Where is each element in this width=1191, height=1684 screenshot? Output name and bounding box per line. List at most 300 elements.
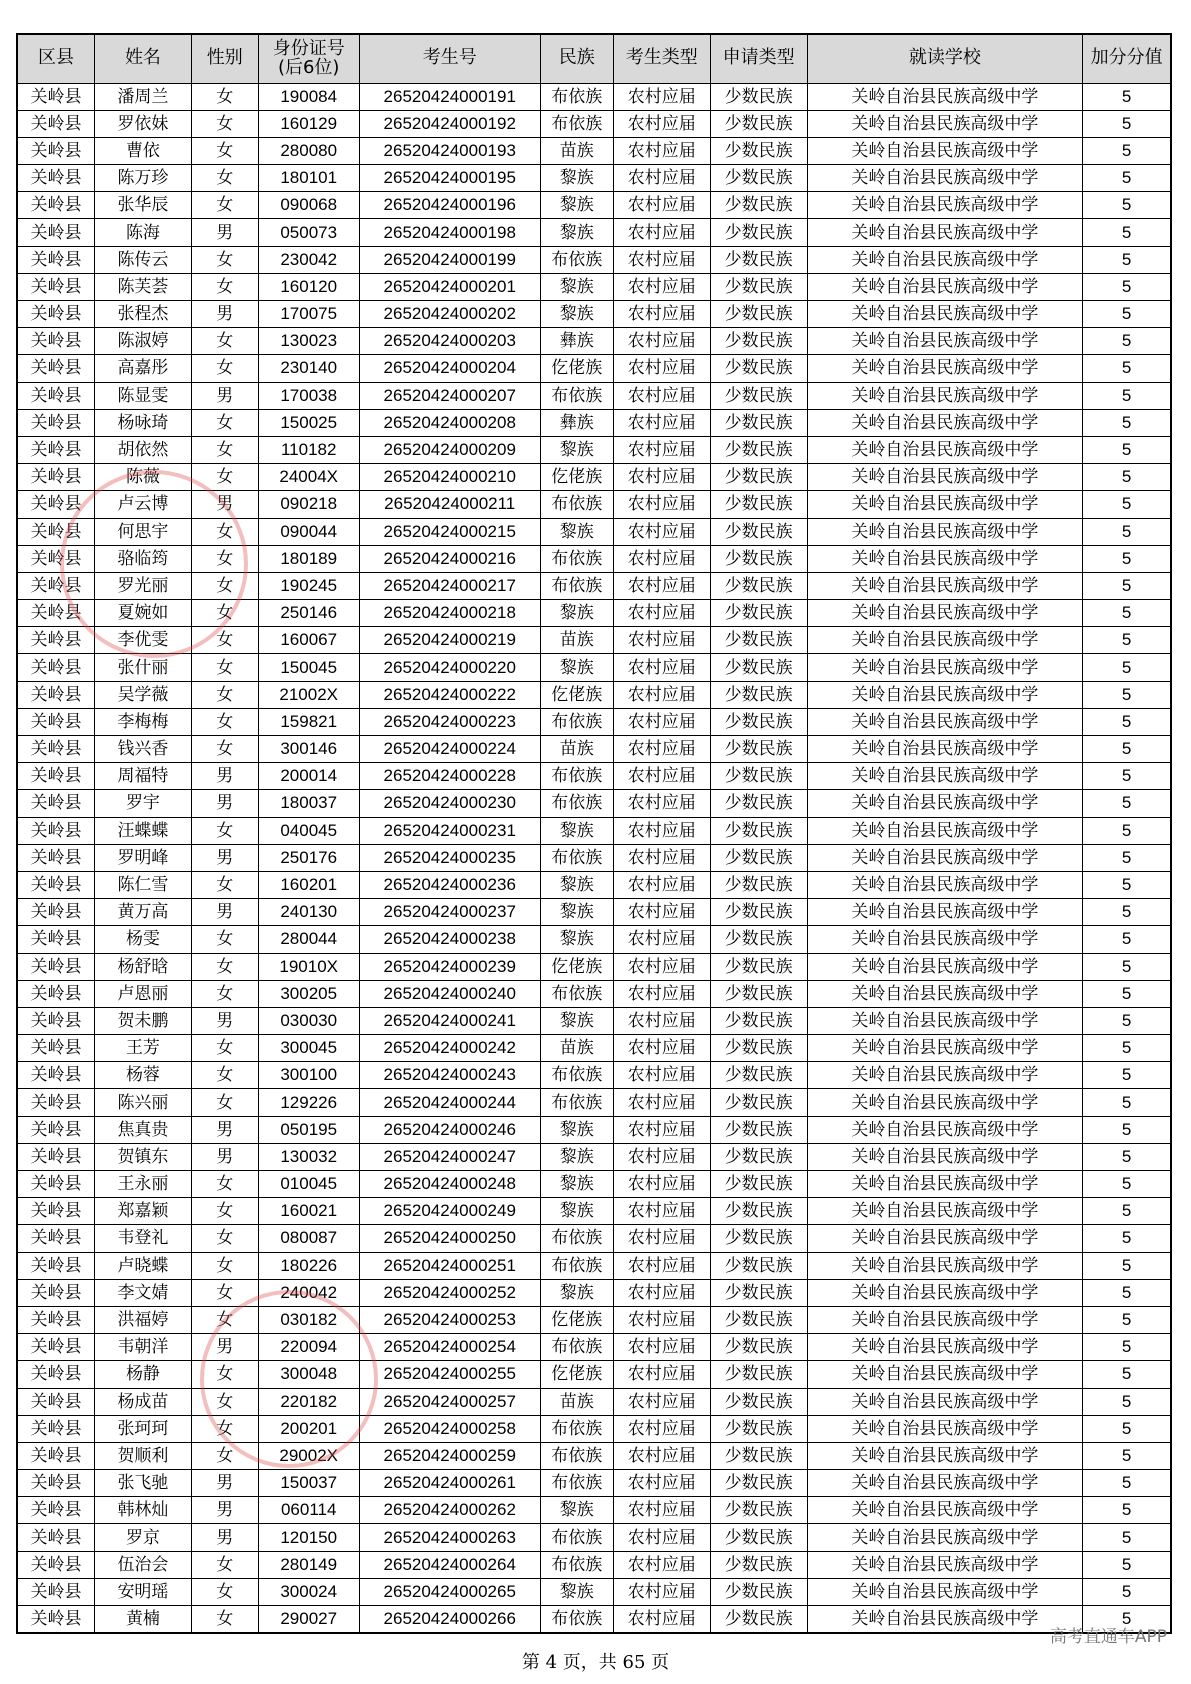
cell-school: 关岭自治县民族高级中学: [807, 871, 1083, 898]
col-header-gender: 性别: [191, 34, 258, 83]
cell-school: 关岭自治县民族高级中学: [807, 1062, 1083, 1089]
cell-gender: 女: [191, 328, 258, 355]
cell-bonus: 5: [1083, 681, 1171, 708]
cell-id-suffix: 290027: [258, 1606, 359, 1634]
cell-gender: 男: [191, 1334, 258, 1361]
cell-application-type: 少数民族: [710, 1442, 807, 1469]
table-row: [17, 545, 1171, 572]
cell-exam-no: 26520424000250: [359, 1225, 540, 1252]
cell-name: 潘周兰: [95, 83, 192, 110]
cell-id-suffix: 170038: [258, 382, 359, 409]
cell-id-suffix: 250176: [258, 844, 359, 871]
cell-id-suffix: 130032: [258, 1143, 359, 1170]
cell-id-suffix: 230140: [258, 355, 359, 382]
cell-gender: 女: [191, 1606, 258, 1634]
cell-gender: 女: [191, 436, 258, 463]
cell-ethnicity: 黎族: [540, 219, 613, 246]
cell-name: 安明瑶: [95, 1578, 192, 1605]
cell-school: 关岭自治县民族高级中学: [807, 654, 1083, 681]
cell-candidate-type: 农村应届: [613, 1062, 710, 1089]
cell-candidate-type: 农村应届: [613, 1252, 710, 1279]
cell-bonus: 5: [1083, 817, 1171, 844]
cell-county: 关岭县: [17, 273, 95, 300]
table-row: [17, 681, 1171, 708]
cell-ethnicity: 布依族: [540, 844, 613, 871]
cell-application-type: 少数民族: [710, 1524, 807, 1551]
table-row: [17, 83, 1171, 110]
cell-ethnicity: 黎族: [540, 1497, 613, 1524]
cell-county: 关岭县: [17, 817, 95, 844]
cell-county: 关岭县: [17, 1252, 95, 1279]
cell-candidate-type: 农村应届: [613, 273, 710, 300]
table-row: [17, 736, 1171, 763]
cell-ethnicity: 仡佬族: [540, 681, 613, 708]
cell-application-type: 少数民族: [710, 1361, 807, 1388]
cell-bonus: 5: [1083, 790, 1171, 817]
cell-bonus: 5: [1083, 328, 1171, 355]
cell-bonus: 5: [1083, 491, 1171, 518]
cell-application-type: 少数民族: [710, 1334, 807, 1361]
cell-county: 关岭县: [17, 1388, 95, 1415]
cell-school: 关岭自治县民族高级中学: [807, 83, 1083, 110]
cell-bonus: 5: [1083, 1524, 1171, 1551]
cell-bonus: 5: [1083, 1198, 1171, 1225]
cell-name: 骆临筠: [95, 545, 192, 572]
table-row: [17, 1470, 1171, 1497]
cell-school: 关岭自治县民族高级中学: [807, 790, 1083, 817]
cell-name: 陈仁雪: [95, 871, 192, 898]
cell-school: 关岭自治县民族高级中学: [807, 491, 1083, 518]
cell-candidate-type: 农村应届: [613, 572, 710, 599]
cell-bonus: 5: [1083, 355, 1171, 382]
cell-county: 关岭县: [17, 165, 95, 192]
cell-school: 关岭自治县民族高级中学: [807, 436, 1083, 463]
cell-candidate-type: 农村应届: [613, 926, 710, 953]
cell-application-type: 少数民族: [710, 1225, 807, 1252]
cell-candidate-type: 农村应届: [613, 464, 710, 491]
col-header-county: 区县: [17, 34, 95, 83]
cell-candidate-type: 农村应届: [613, 1334, 710, 1361]
cell-candidate-type: 农村应届: [613, 1551, 710, 1578]
cell-bonus: 5: [1083, 953, 1171, 980]
cell-exam-no: 26520424000261: [359, 1470, 540, 1497]
cell-ethnicity: 布依族: [540, 1415, 613, 1442]
cell-gender: 男: [191, 899, 258, 926]
cell-gender: 女: [191, 926, 258, 953]
cell-exam-no: 26520424000216: [359, 545, 540, 572]
app-watermark: 高考直通车APP: [1049, 1627, 1167, 1647]
cell-application-type: 少数民族: [710, 844, 807, 871]
cell-gender: 男: [191, 1143, 258, 1170]
cell-exam-no: 26520424000228: [359, 763, 540, 790]
cell-candidate-type: 农村应届: [613, 681, 710, 708]
cell-school: 关岭自治县民族高级中学: [807, 1524, 1083, 1551]
table-row: [17, 1306, 1171, 1333]
cell-candidate-type: 农村应届: [613, 844, 710, 871]
cell-application-type: 少数民族: [710, 1116, 807, 1143]
cell-bonus: 5: [1083, 1089, 1171, 1116]
cell-candidate-type: 农村应届: [613, 436, 710, 463]
cell-gender: 女: [191, 464, 258, 491]
cell-id-suffix: 21002X: [258, 681, 359, 708]
cell-exam-no: 26520424000193: [359, 137, 540, 164]
cell-application-type: 少数民族: [710, 1606, 807, 1634]
cell-bonus: 5: [1083, 545, 1171, 572]
cell-exam-no: 26520424000198: [359, 219, 540, 246]
cell-school: 关岭自治县民族高级中学: [807, 1143, 1083, 1170]
cell-exam-no: 26520424000244: [359, 1089, 540, 1116]
cell-county: 关岭县: [17, 1497, 95, 1524]
cell-exam-no: 26520424000251: [359, 1252, 540, 1279]
cell-id-suffix: 160067: [258, 627, 359, 654]
table-row: [17, 1524, 1171, 1551]
cell-bonus: 5: [1083, 899, 1171, 926]
col-header-id-line2: (后6位): [277, 56, 340, 78]
table-row: [17, 1252, 1171, 1279]
cell-gender: 女: [191, 518, 258, 545]
cell-id-suffix: 240042: [258, 1279, 359, 1306]
cell-school: 关岭自治县民族高级中学: [807, 328, 1083, 355]
cell-id-suffix: 170075: [258, 301, 359, 328]
cell-exam-no: 26520424000222: [359, 681, 540, 708]
cell-school: 关岭自治县民族高级中学: [807, 1279, 1083, 1306]
cell-id-suffix: 200014: [258, 763, 359, 790]
table-row: [17, 600, 1171, 627]
cell-application-type: 少数民族: [710, 382, 807, 409]
cell-id-suffix: 080087: [258, 1225, 359, 1252]
cell-exam-no: 26520424000262: [359, 1497, 540, 1524]
cell-id-suffix: 180101: [258, 165, 359, 192]
cell-name: 黄楠: [95, 1606, 192, 1634]
cell-ethnicity: 布依族: [540, 1551, 613, 1578]
cell-name: 卢恩丽: [95, 980, 192, 1007]
cell-application-type: 少数民族: [710, 871, 807, 898]
cell-id-suffix: 29002X: [258, 1442, 359, 1469]
cell-county: 关岭县: [17, 790, 95, 817]
cell-id-suffix: 220182: [258, 1388, 359, 1415]
cell-name: 张飞驰: [95, 1470, 192, 1497]
cell-gender: 女: [191, 871, 258, 898]
cell-id-suffix: 200201: [258, 1415, 359, 1442]
cell-school: 关岭自治县民族高级中学: [807, 980, 1083, 1007]
cell-bonus: 5: [1083, 1361, 1171, 1388]
cell-school: 关岭自治县民族高级中学: [807, 953, 1083, 980]
cell-county: 关岭县: [17, 953, 95, 980]
cell-name: 胡依然: [95, 436, 192, 463]
cell-id-suffix: 120150: [258, 1524, 359, 1551]
cell-ethnicity: 布依族: [540, 110, 613, 137]
col-header-id-line1: 身份证号: [272, 37, 345, 59]
cell-id-suffix: 010045: [258, 1171, 359, 1198]
cell-bonus: 5: [1083, 654, 1171, 681]
cell-gender: 女: [191, 654, 258, 681]
cell-candidate-type: 农村应届: [613, 328, 710, 355]
cell-exam-no: 26520424000235: [359, 844, 540, 871]
cell-county: 关岭县: [17, 980, 95, 1007]
cell-school: 关岭自治县民族高级中学: [807, 165, 1083, 192]
cell-county: 关岭县: [17, 1442, 95, 1469]
cell-school: 关岭自治县民族高级中学: [807, 301, 1083, 328]
cell-school: 关岭自治县民族高级中学: [807, 899, 1083, 926]
cell-name: 陈显雯: [95, 382, 192, 409]
table-row: [17, 817, 1171, 844]
cell-name: 张什丽: [95, 654, 192, 681]
cell-gender: 女: [191, 708, 258, 735]
cell-id-suffix: 180226: [258, 1252, 359, 1279]
cell-exam-no: 26520424000195: [359, 165, 540, 192]
cell-county: 关岭县: [17, 1035, 95, 1062]
cell-id-suffix: 130023: [258, 328, 359, 355]
cell-bonus: 5: [1083, 409, 1171, 436]
cell-id-suffix: 150025: [258, 409, 359, 436]
cell-candidate-type: 农村应届: [613, 1524, 710, 1551]
cell-id-suffix: 240130: [258, 899, 359, 926]
cell-name: 杨咏琦: [95, 409, 192, 436]
cell-exam-no: 26520424000192: [359, 110, 540, 137]
cell-name: 张珂珂: [95, 1415, 192, 1442]
cell-county: 关岭县: [17, 137, 95, 164]
cell-gender: 女: [191, 355, 258, 382]
cell-candidate-type: 农村应届: [613, 627, 710, 654]
col-header-application-type: 申请类型: [710, 34, 807, 83]
cell-id-suffix: 180189: [258, 545, 359, 572]
cell-bonus: 5: [1083, 165, 1171, 192]
cell-name: 夏婉如: [95, 600, 192, 627]
cell-bonus: 5: [1083, 736, 1171, 763]
cell-ethnicity: 黎族: [540, 1279, 613, 1306]
cell-school: 关岭自治县民族高级中学: [807, 1089, 1083, 1116]
cell-id-suffix: 300146: [258, 736, 359, 763]
cell-gender: 女: [191, 1252, 258, 1279]
cell-county: 关岭县: [17, 464, 95, 491]
cell-bonus: 5: [1083, 572, 1171, 599]
table-row: [17, 572, 1171, 599]
cell-ethnicity: 布依族: [540, 246, 613, 273]
table-row: [17, 953, 1171, 980]
cell-application-type: 少数民族: [710, 1388, 807, 1415]
cell-ethnicity: 黎族: [540, 273, 613, 300]
cell-gender: 女: [191, 1415, 258, 1442]
cell-ethnicity: 黎族: [540, 165, 613, 192]
cell-name: 韦朝洋: [95, 1334, 192, 1361]
cell-candidate-type: 农村应届: [613, 1415, 710, 1442]
cell-candidate-type: 农村应届: [613, 1035, 710, 1062]
table-row: [17, 246, 1171, 273]
cell-bonus: 5: [1083, 1279, 1171, 1306]
cell-name: 高嘉彤: [95, 355, 192, 382]
cell-school: 关岭自治县民族高级中学: [807, 763, 1083, 790]
cell-gender: 女: [191, 545, 258, 572]
cell-application-type: 少数民族: [710, 83, 807, 110]
table-row: [17, 355, 1171, 382]
cell-candidate-type: 农村应届: [613, 246, 710, 273]
cell-candidate-type: 农村应届: [613, 1306, 710, 1333]
cell-county: 关岭县: [17, 681, 95, 708]
cell-exam-no: 26520424000223: [359, 708, 540, 735]
table-body: [17, 83, 1171, 1633]
cell-name: 杨静: [95, 1361, 192, 1388]
cell-exam-no: 26520424000199: [359, 246, 540, 273]
cell-school: 关岭自治县民族高级中学: [807, 355, 1083, 382]
cell-gender: 男: [191, 763, 258, 790]
cell-school: 关岭自治县民族高级中学: [807, 1361, 1083, 1388]
cell-candidate-type: 农村应届: [613, 491, 710, 518]
cell-exam-no: 26520424000265: [359, 1578, 540, 1605]
cell-county: 关岭县: [17, 328, 95, 355]
cell-ethnicity: 黎族: [540, 436, 613, 463]
cell-county: 关岭县: [17, 1334, 95, 1361]
cell-bonus: 5: [1083, 1578, 1171, 1605]
cell-application-type: 少数民族: [710, 464, 807, 491]
cell-ethnicity: 仡佬族: [540, 1361, 613, 1388]
cell-ethnicity: 布依族: [540, 1252, 613, 1279]
cell-candidate-type: 农村应届: [613, 409, 710, 436]
cell-gender: 男: [191, 301, 258, 328]
cell-id-suffix: 180037: [258, 790, 359, 817]
cell-name: 张程杰: [95, 301, 192, 328]
cell-application-type: 少数民族: [710, 627, 807, 654]
cell-name: 焦真贵: [95, 1116, 192, 1143]
table-row: [17, 1334, 1171, 1361]
cell-ethnicity: 布依族: [540, 980, 613, 1007]
cell-bonus: 5: [1083, 708, 1171, 735]
cell-ethnicity: 布依族: [540, 1225, 613, 1252]
cell-county: 关岭县: [17, 708, 95, 735]
cell-application-type: 少数民族: [710, 763, 807, 790]
cell-school: 关岭自治县民族高级中学: [807, 844, 1083, 871]
table-row: [17, 1225, 1171, 1252]
cell-school: 关岭自治县民族高级中学: [807, 1578, 1083, 1605]
cell-exam-no: 26520424000220: [359, 654, 540, 681]
cell-name: 罗宇: [95, 790, 192, 817]
cell-bonus: 5: [1083, 1470, 1171, 1497]
cell-exam-no: 26520424000215: [359, 518, 540, 545]
cell-ethnicity: 仡佬族: [540, 953, 613, 980]
cell-gender: 女: [191, 681, 258, 708]
cell-id-suffix: 160120: [258, 273, 359, 300]
cell-candidate-type: 农村应届: [613, 953, 710, 980]
cell-bonus: 5: [1083, 600, 1171, 627]
cell-ethnicity: 苗族: [540, 1035, 613, 1062]
cell-name: 何思宇: [95, 518, 192, 545]
cell-name: 罗光丽: [95, 572, 192, 599]
cell-ethnicity: 布依族: [540, 572, 613, 599]
cell-candidate-type: 农村应届: [613, 301, 710, 328]
cell-name: 卢云博: [95, 491, 192, 518]
cell-county: 关岭县: [17, 1578, 95, 1605]
cell-id-suffix: 300024: [258, 1578, 359, 1605]
cell-name: 贺未鹏: [95, 1007, 192, 1034]
cell-id-suffix: 090218: [258, 491, 359, 518]
cell-ethnicity: 布依族: [540, 382, 613, 409]
table-row: [17, 1198, 1171, 1225]
cell-application-type: 少数民族: [710, 436, 807, 463]
cell-bonus: 5: [1083, 871, 1171, 898]
cell-application-type: 少数民族: [710, 219, 807, 246]
cell-bonus: 5: [1083, 110, 1171, 137]
cell-gender: 女: [191, 1035, 258, 1062]
cell-application-type: 少数民族: [710, 1551, 807, 1578]
cell-gender: 女: [191, 1306, 258, 1333]
cell-bonus: 5: [1083, 1171, 1171, 1198]
cell-ethnicity: 布依族: [540, 1524, 613, 1551]
cell-bonus: 5: [1083, 1388, 1171, 1415]
cell-application-type: 少数民族: [710, 926, 807, 953]
table-row: [17, 654, 1171, 681]
cell-candidate-type: 农村应届: [613, 518, 710, 545]
cell-county: 关岭县: [17, 1062, 95, 1089]
cell-county: 关岭县: [17, 436, 95, 463]
cell-application-type: 少数民族: [710, 137, 807, 164]
cell-county: 关岭县: [17, 600, 95, 627]
cell-bonus: 5: [1083, 1306, 1171, 1333]
cell-id-suffix: 160021: [258, 1198, 359, 1225]
cell-name: 王芳: [95, 1035, 192, 1062]
cell-candidate-type: 农村应届: [613, 83, 710, 110]
cell-bonus: 5: [1083, 273, 1171, 300]
cell-ethnicity: 黎族: [540, 817, 613, 844]
cell-exam-no: 26520424000240: [359, 980, 540, 1007]
cell-application-type: 少数民族: [710, 545, 807, 572]
cell-application-type: 少数民族: [710, 980, 807, 1007]
table-row: [17, 1551, 1171, 1578]
cell-name: 曹依: [95, 137, 192, 164]
table-row: [17, 1116, 1171, 1143]
cell-ethnicity: 布依族: [540, 491, 613, 518]
cell-county: 关岭县: [17, 83, 95, 110]
cell-name: 卢晓蝶: [95, 1252, 192, 1279]
cell-candidate-type: 农村应届: [613, 1470, 710, 1497]
cell-name: 郑嘉颖: [95, 1198, 192, 1225]
cell-ethnicity: 苗族: [540, 137, 613, 164]
cell-name: 罗明峰: [95, 844, 192, 871]
cell-gender: 女: [191, 273, 258, 300]
cell-county: 关岭县: [17, 627, 95, 654]
cell-bonus: 5: [1083, 1551, 1171, 1578]
cell-application-type: 少数民族: [710, 110, 807, 137]
cell-bonus: 5: [1083, 436, 1171, 463]
cell-school: 关岭自治县民族高级中学: [807, 600, 1083, 627]
cell-county: 关岭县: [17, 1361, 95, 1388]
bonus-points-table: [16, 33, 1172, 1634]
cell-application-type: 少数民族: [710, 1470, 807, 1497]
cell-school: 关岭自治县民族高级中学: [807, 1252, 1083, 1279]
cell-id-suffix: 040045: [258, 817, 359, 844]
cell-id-suffix: 050073: [258, 219, 359, 246]
col-header-exam-no: 考生号: [359, 34, 540, 83]
cell-ethnicity: 布依族: [540, 1470, 613, 1497]
cell-candidate-type: 农村应届: [613, 899, 710, 926]
cell-name: 贺顺利: [95, 1442, 192, 1469]
cell-gender: 女: [191, 817, 258, 844]
cell-exam-no: 26520424000257: [359, 1388, 540, 1415]
table-row: [17, 192, 1171, 219]
cell-ethnicity: 仡佬族: [540, 464, 613, 491]
cell-name: 钱兴香: [95, 736, 192, 763]
cell-application-type: 少数民族: [710, 273, 807, 300]
cell-gender: 女: [191, 627, 258, 654]
cell-county: 关岭县: [17, 1143, 95, 1170]
cell-bonus: 5: [1083, 1007, 1171, 1034]
cell-candidate-type: 农村应届: [613, 763, 710, 790]
cell-candidate-type: 农村应届: [613, 1279, 710, 1306]
cell-candidate-type: 农村应届: [613, 1171, 710, 1198]
cell-exam-no: 26520424000224: [359, 736, 540, 763]
cell-county: 关岭县: [17, 1306, 95, 1333]
cell-ethnicity: 布依族: [540, 763, 613, 790]
cell-candidate-type: 农村应届: [613, 871, 710, 898]
cell-county: 关岭县: [17, 409, 95, 436]
